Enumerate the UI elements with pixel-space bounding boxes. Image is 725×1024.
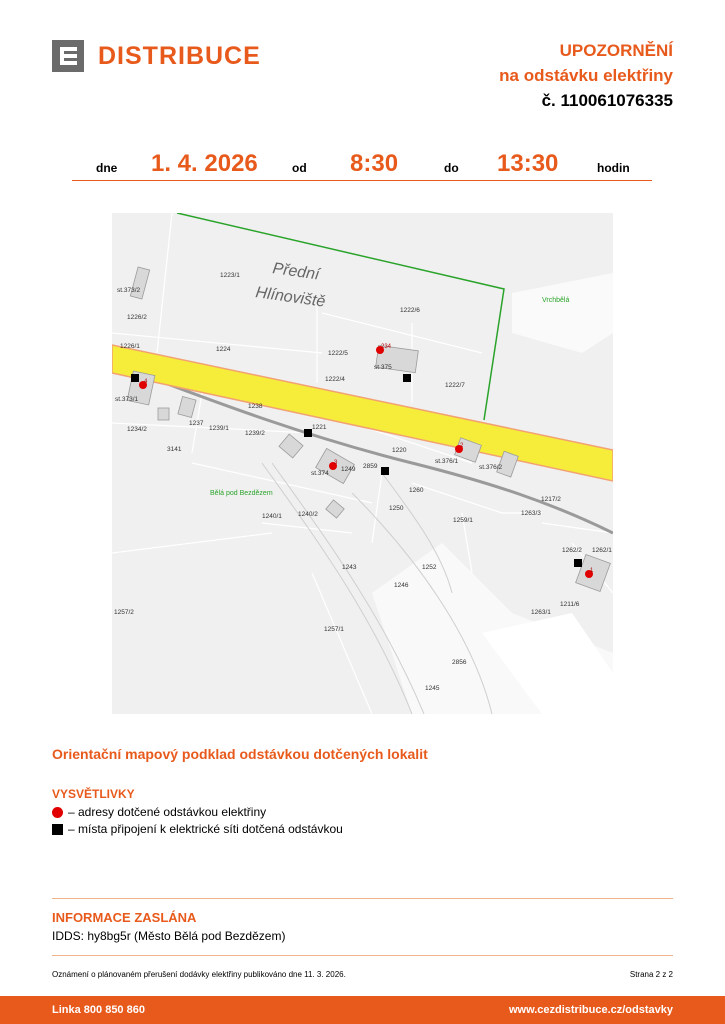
outage-date: 1. 4. 2026 [151, 150, 258, 177]
publication-notice: Oznámení o plánovaném přerušení dodávky elektřiny publikováno dne 11. 3. 2026. [52, 970, 346, 979]
parcel-label: 1260 [409, 487, 424, 494]
parcel-label: 1252 [422, 564, 437, 571]
parcel-label: 1263/1 [531, 609, 551, 616]
website-link[interactable]: www.cezdistribuce.cz/odstavky [508, 1004, 673, 1016]
outage-end-time: 13:30 [497, 150, 559, 177]
parcel-label: 1249 [341, 466, 356, 473]
parcel-label: 1222/4 [325, 376, 345, 383]
company-logo [52, 40, 261, 72]
parcel-label: 1263/3 [521, 510, 541, 517]
parcel-label: 1222/6 [400, 307, 420, 314]
legend-item-connections [52, 822, 343, 836]
logo-text: DISTRIBUCE [98, 41, 261, 70]
legend-item-addresses-label: – adresy dotčené odstávkou elektřiny [68, 805, 267, 819]
address-marker-label: 234 [381, 344, 392, 350]
parcel-label: 1223/1 [220, 272, 240, 279]
parcel-label: 1262/1 [592, 547, 612, 554]
parcel-label: 1259/1 [453, 517, 473, 524]
connection-point [381, 467, 389, 475]
parcel-label: 1237 [189, 420, 204, 427]
address-marker-label: 1 [590, 568, 594, 574]
divider [52, 898, 673, 899]
info-title: INFORMACE ZASLÁNA [52, 910, 197, 925]
parcel-label: 3141 [167, 446, 182, 453]
connection-point [403, 374, 411, 382]
parcel-label: 1239/2 [245, 430, 265, 437]
connection-point [574, 559, 582, 567]
parcel-label: 2856 [452, 659, 467, 666]
parcel-label: 1226/1 [120, 343, 140, 350]
od-label: od [292, 161, 307, 175]
address-marker-label: 2 [460, 443, 464, 449]
red-dot-icon [52, 807, 63, 818]
legend-item-connections-label: – místa připojení k elektrické síti dotčená odstávkou [68, 822, 343, 836]
outage-date-row [72, 150, 652, 181]
place-label-bela: Bělá pod Bezdězem [210, 490, 273, 497]
notice-number: č. 110061076335 [541, 91, 673, 110]
divider [52, 955, 673, 956]
place-label-vrchbela: Vrchbělá [542, 297, 570, 304]
parcel-label: 1257/1 [324, 626, 344, 633]
footer-bar [0, 996, 725, 1024]
connection-point [304, 429, 312, 437]
page-number: Strana 2 z 2 [629, 970, 673, 979]
parcel-label: 1262/2 [562, 547, 582, 554]
connection-point [131, 374, 139, 382]
parcel-label: 1211/6 [560, 601, 580, 608]
parcel-label: 1257/2 [114, 609, 134, 616]
black-square-icon [52, 824, 63, 835]
parcel-label: st.376/1 [435, 458, 459, 465]
header-subtitle: na odstávku elektřiny [499, 66, 673, 85]
parcel-label: 1226/2 [127, 314, 147, 321]
parcel-label: st.376/2 [479, 464, 503, 471]
parcel-label: st.374 [311, 470, 329, 477]
parcel-label: st.375 [374, 364, 392, 371]
parcel-label: 1240/1 [262, 513, 282, 520]
parcel-label: 1240/2 [298, 511, 318, 518]
parcel-label: 2859 [363, 463, 378, 470]
map-caption: Orientační mapový podklad odstávkou dotčených lokalit [52, 746, 428, 762]
hodin-label: hodin [597, 161, 630, 175]
hotline-text: Linka 800 850 860 [52, 1004, 145, 1016]
cez-logo-icon [52, 40, 84, 72]
parcel-label: 1222/7 [445, 382, 465, 389]
address-marker-label: 3 [334, 460, 338, 466]
outage-map [112, 213, 613, 714]
outage-start-time: 8:30 [350, 150, 399, 177]
header-title: UPOZORNĚNÍ [559, 41, 673, 60]
parcel-label: 1243 [342, 564, 357, 571]
notice-header [499, 38, 673, 113]
parcel-label: 1234/2 [127, 426, 147, 433]
legend-title: VYSVĚTLIVKY [52, 787, 135, 801]
legend-item-addresses [52, 805, 266, 819]
parcel-label: 1220 [392, 447, 407, 454]
dne-label: dne [96, 161, 118, 175]
parcel-label: 1222/5 [328, 350, 348, 357]
parcel-label: 1246 [394, 582, 409, 589]
area-title-line2: Hlínoviště [254, 284, 327, 311]
parcel-label: 1245 [425, 685, 440, 692]
do-label: do [444, 161, 459, 175]
parcel-label: 1250 [389, 505, 404, 512]
parcel-label: 1239/1 [209, 425, 229, 432]
area-title-line1: Přední [271, 260, 321, 284]
parcel-label: 1217/2 [541, 496, 561, 503]
parcel-label: 1224 [216, 346, 231, 353]
address-marker-label: 4 [144, 379, 148, 385]
info-text: IDDS: hy8bg5r (Město Bělá pod Bezdězem) [52, 929, 286, 943]
parcel-label: 1238 [248, 403, 263, 410]
parcel-label: st.373/2 [117, 287, 141, 294]
parcel-label: st.373/1 [115, 396, 139, 403]
parcel-label: 1221 [312, 424, 327, 431]
